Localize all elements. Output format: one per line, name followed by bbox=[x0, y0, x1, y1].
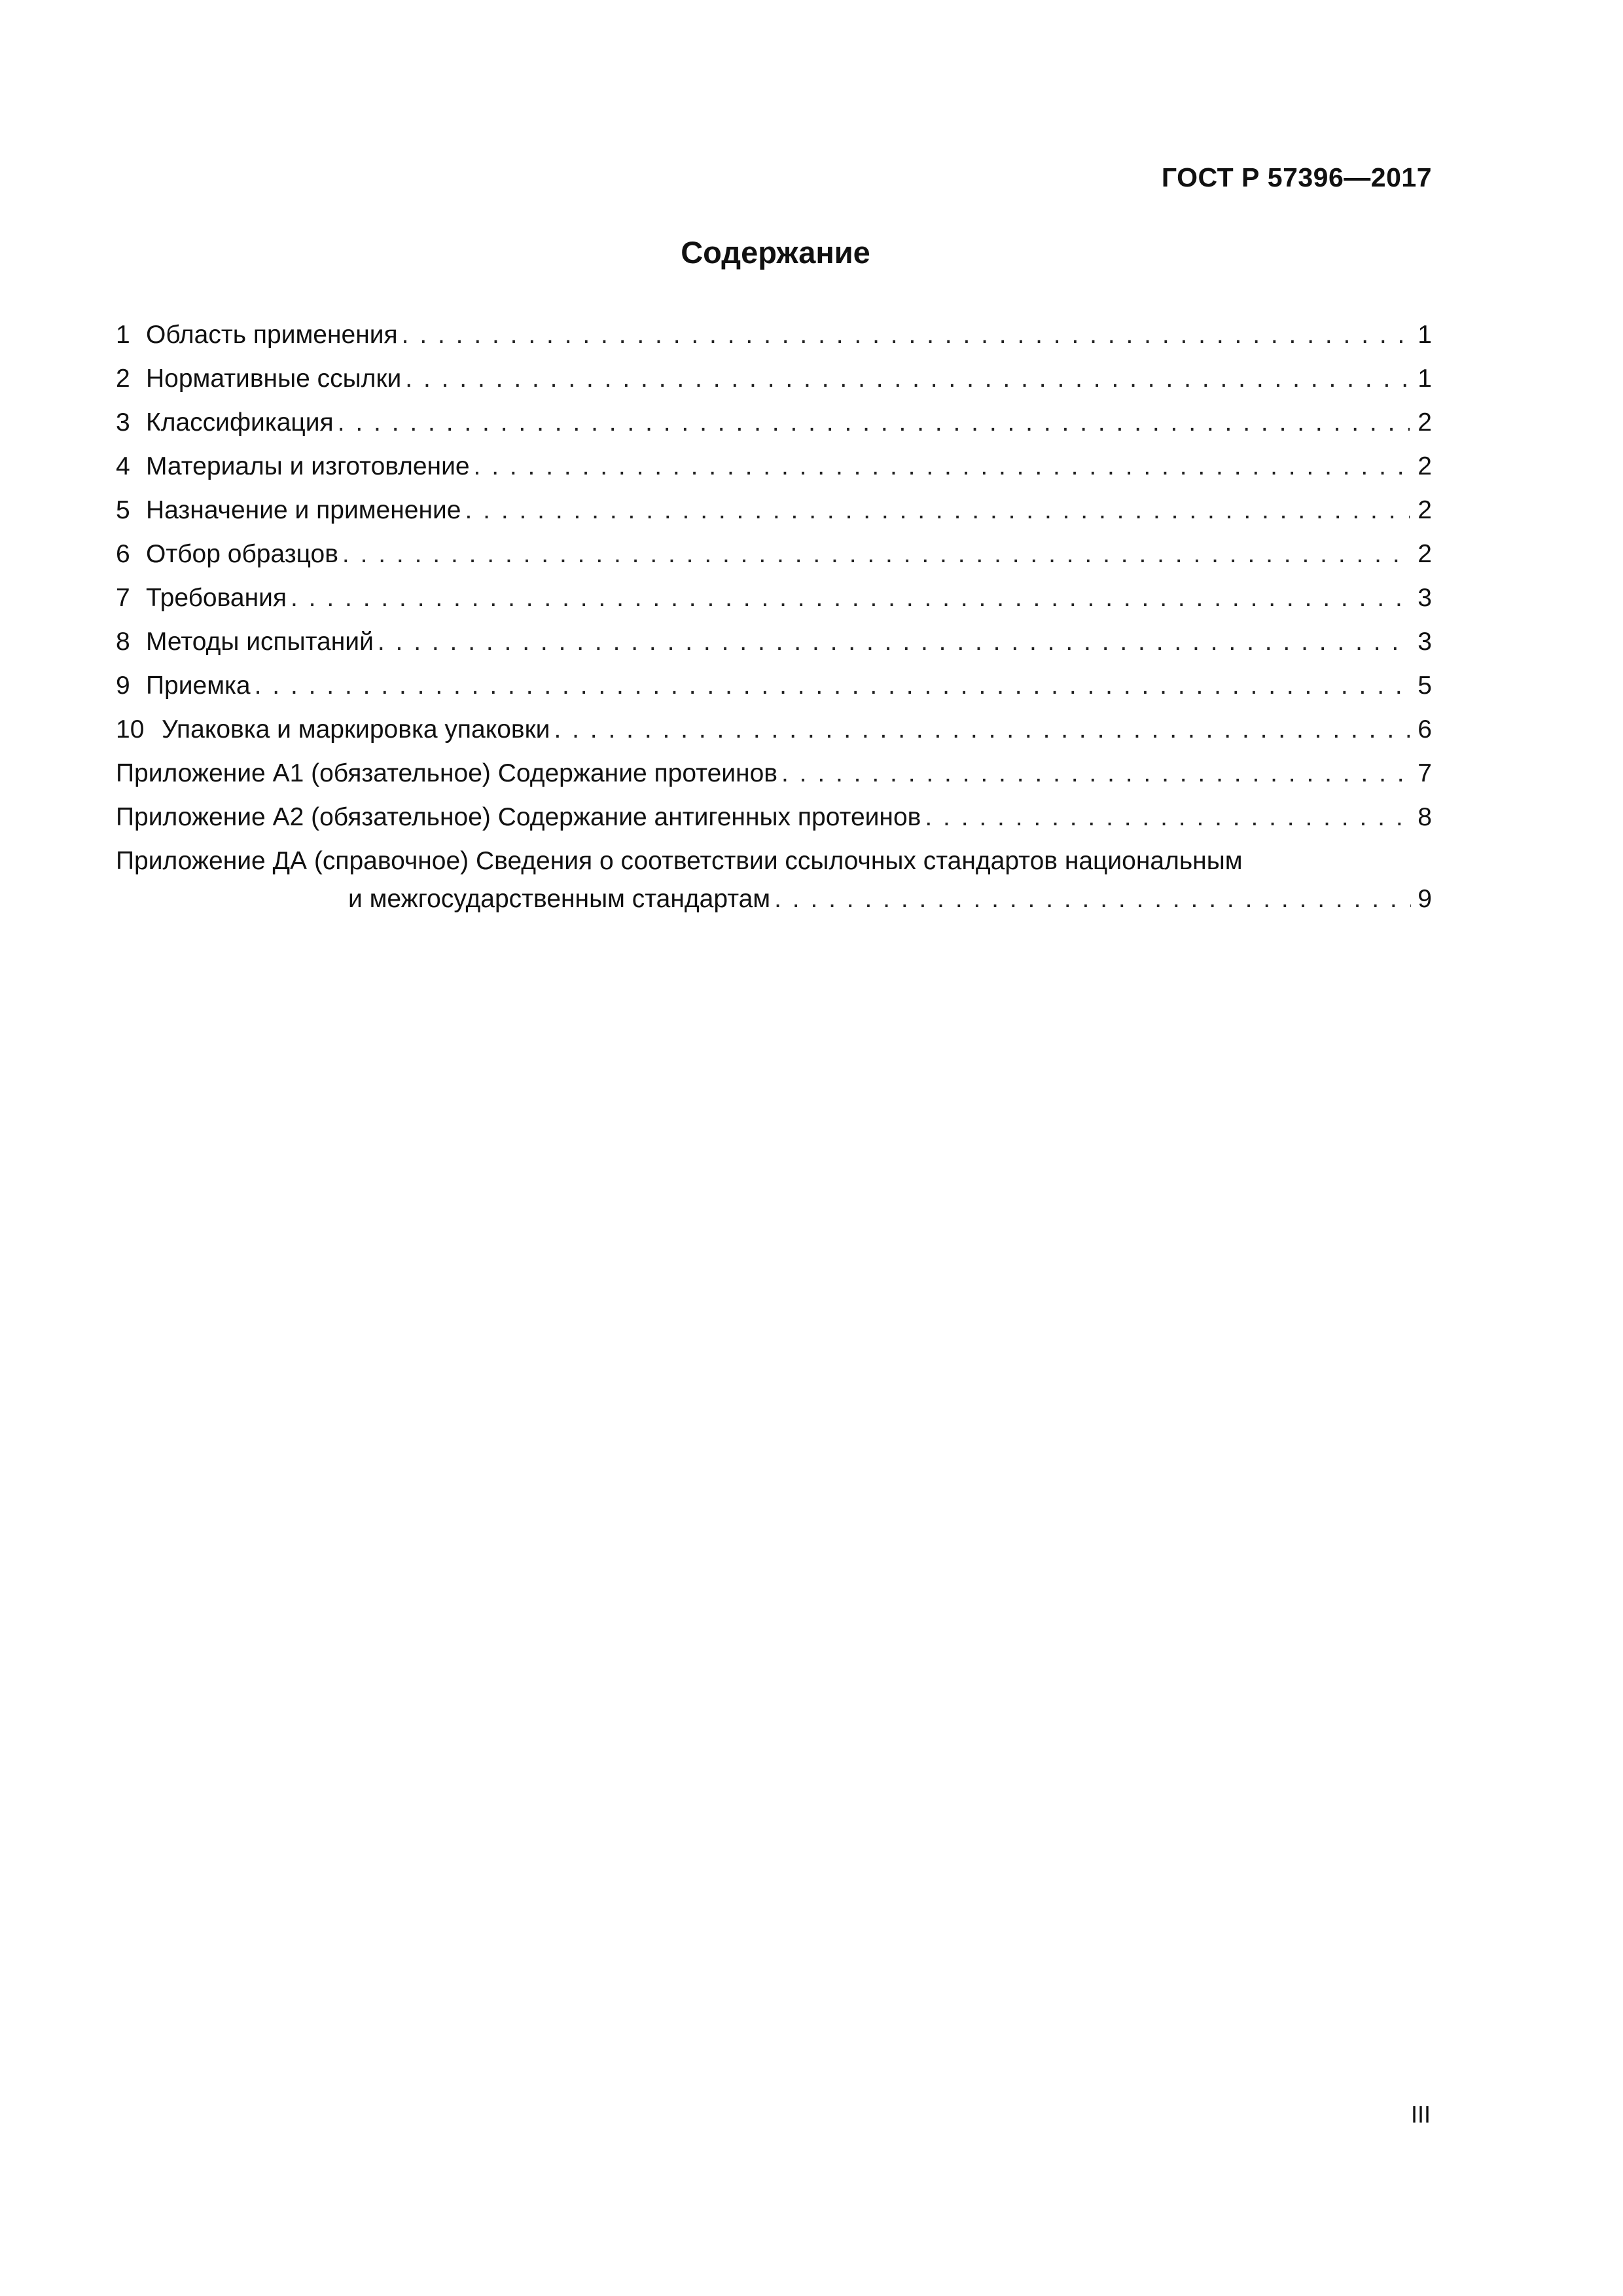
toc-title: Содержание bbox=[681, 235, 870, 270]
toc-entry-number: 9 bbox=[116, 672, 130, 700]
toc-appendix-entry[interactable] bbox=[116, 839, 1432, 927]
toc-entry-page: 2 bbox=[1418, 540, 1432, 568]
dot-leader bbox=[774, 883, 1411, 916]
toc-entry-title: Методы испытаний bbox=[146, 628, 374, 656]
toc-entry-page: 6 bbox=[1418, 715, 1432, 744]
toc-entry[interactable] bbox=[116, 444, 1432, 488]
dot-leader bbox=[405, 357, 1410, 401]
toc-entry[interactable] bbox=[116, 488, 1432, 532]
toc-entry-number: 1 bbox=[116, 321, 130, 349]
toc-entry-page: 2 bbox=[1418, 452, 1432, 480]
toc-entry-page: 7 bbox=[1418, 759, 1432, 787]
dot-leader bbox=[781, 751, 1410, 795]
toc-entry-number: 6 bbox=[116, 540, 130, 568]
page-number: III bbox=[1410, 2101, 1431, 2128]
toc-entry-number: 10 bbox=[116, 715, 145, 744]
toc-entry-page: 2 bbox=[1418, 408, 1432, 437]
toc-entry-title: Назначение и применение bbox=[146, 496, 461, 524]
toc-entry-number: 7 bbox=[116, 584, 130, 612]
toc-entry-title: Материалы и изготовление bbox=[146, 452, 470, 480]
toc-entry-title: Упаковка и маркировка упаковки bbox=[162, 715, 550, 744]
table-of-contents bbox=[116, 313, 1432, 927]
toc-entry-number: 3 bbox=[116, 408, 130, 437]
toc-entry[interactable] bbox=[116, 357, 1432, 401]
toc-appendix-entry[interactable] bbox=[116, 751, 1432, 795]
toc-appendix-entry[interactable] bbox=[116, 795, 1432, 839]
dot-leader bbox=[402, 313, 1410, 357]
dot-leader bbox=[554, 708, 1410, 751]
toc-entry-page: 9 bbox=[1418, 885, 1432, 913]
toc-entry[interactable] bbox=[116, 313, 1432, 357]
dot-leader bbox=[342, 532, 1410, 576]
dot-leader bbox=[474, 444, 1410, 488]
toc-entry-number: 2 bbox=[116, 365, 130, 393]
toc-entry[interactable] bbox=[116, 664, 1432, 708]
toc-entry-title: Отбор образцов bbox=[146, 540, 338, 568]
dot-leader bbox=[291, 576, 1410, 620]
toc-entry[interactable] bbox=[116, 620, 1432, 664]
toc-entry[interactable] bbox=[116, 576, 1432, 620]
toc-appendix-title: Приложение А2 (обязательное) Содержание антигенных протеинов bbox=[116, 803, 921, 831]
toc-appendix-title-line1: Приложение ДА (справочное) Сведения о соответствии ссылочных стандартов национальным bbox=[116, 847, 1243, 875]
dot-leader bbox=[925, 795, 1410, 839]
dot-leader bbox=[338, 401, 1410, 444]
toc-entry-title: Область применения bbox=[146, 321, 398, 349]
toc-entry-page: 1 bbox=[1418, 365, 1432, 393]
toc-entry-page: 8 bbox=[1418, 803, 1432, 831]
dot-leader bbox=[378, 620, 1410, 664]
toc-entry-page: 5 bbox=[1418, 672, 1432, 700]
toc-entry-page: 3 bbox=[1418, 628, 1432, 656]
toc-entry-page: 2 bbox=[1418, 496, 1432, 524]
toc-entry-number: 4 bbox=[116, 452, 130, 480]
toc-entry-title: Требования bbox=[146, 584, 287, 612]
toc-entry-title: Приемка bbox=[146, 672, 251, 700]
dot-leader bbox=[465, 488, 1410, 532]
toc-appendix-title-line2: и межгосударственным стандартам bbox=[348, 885, 771, 913]
toc-entry-page: 1 bbox=[1418, 321, 1432, 349]
document-code: ГОСТ Р 57396—2017 bbox=[1161, 162, 1432, 192]
toc-entry-number: 5 bbox=[116, 496, 130, 524]
toc-entry-title: Классификация bbox=[146, 408, 334, 437]
toc-entry-page: 3 bbox=[1418, 584, 1432, 612]
toc-appendix-title: Приложение А1 (обязательное) Содержание протеинов bbox=[116, 759, 777, 787]
toc-entry[interactable] bbox=[116, 708, 1432, 751]
toc-entry-title: Нормативные ссылки bbox=[146, 365, 402, 393]
toc-entry[interactable] bbox=[116, 401, 1432, 444]
toc-entry-number: 8 bbox=[116, 628, 130, 656]
dot-leader bbox=[255, 664, 1410, 708]
toc-entry[interactable] bbox=[116, 532, 1432, 576]
